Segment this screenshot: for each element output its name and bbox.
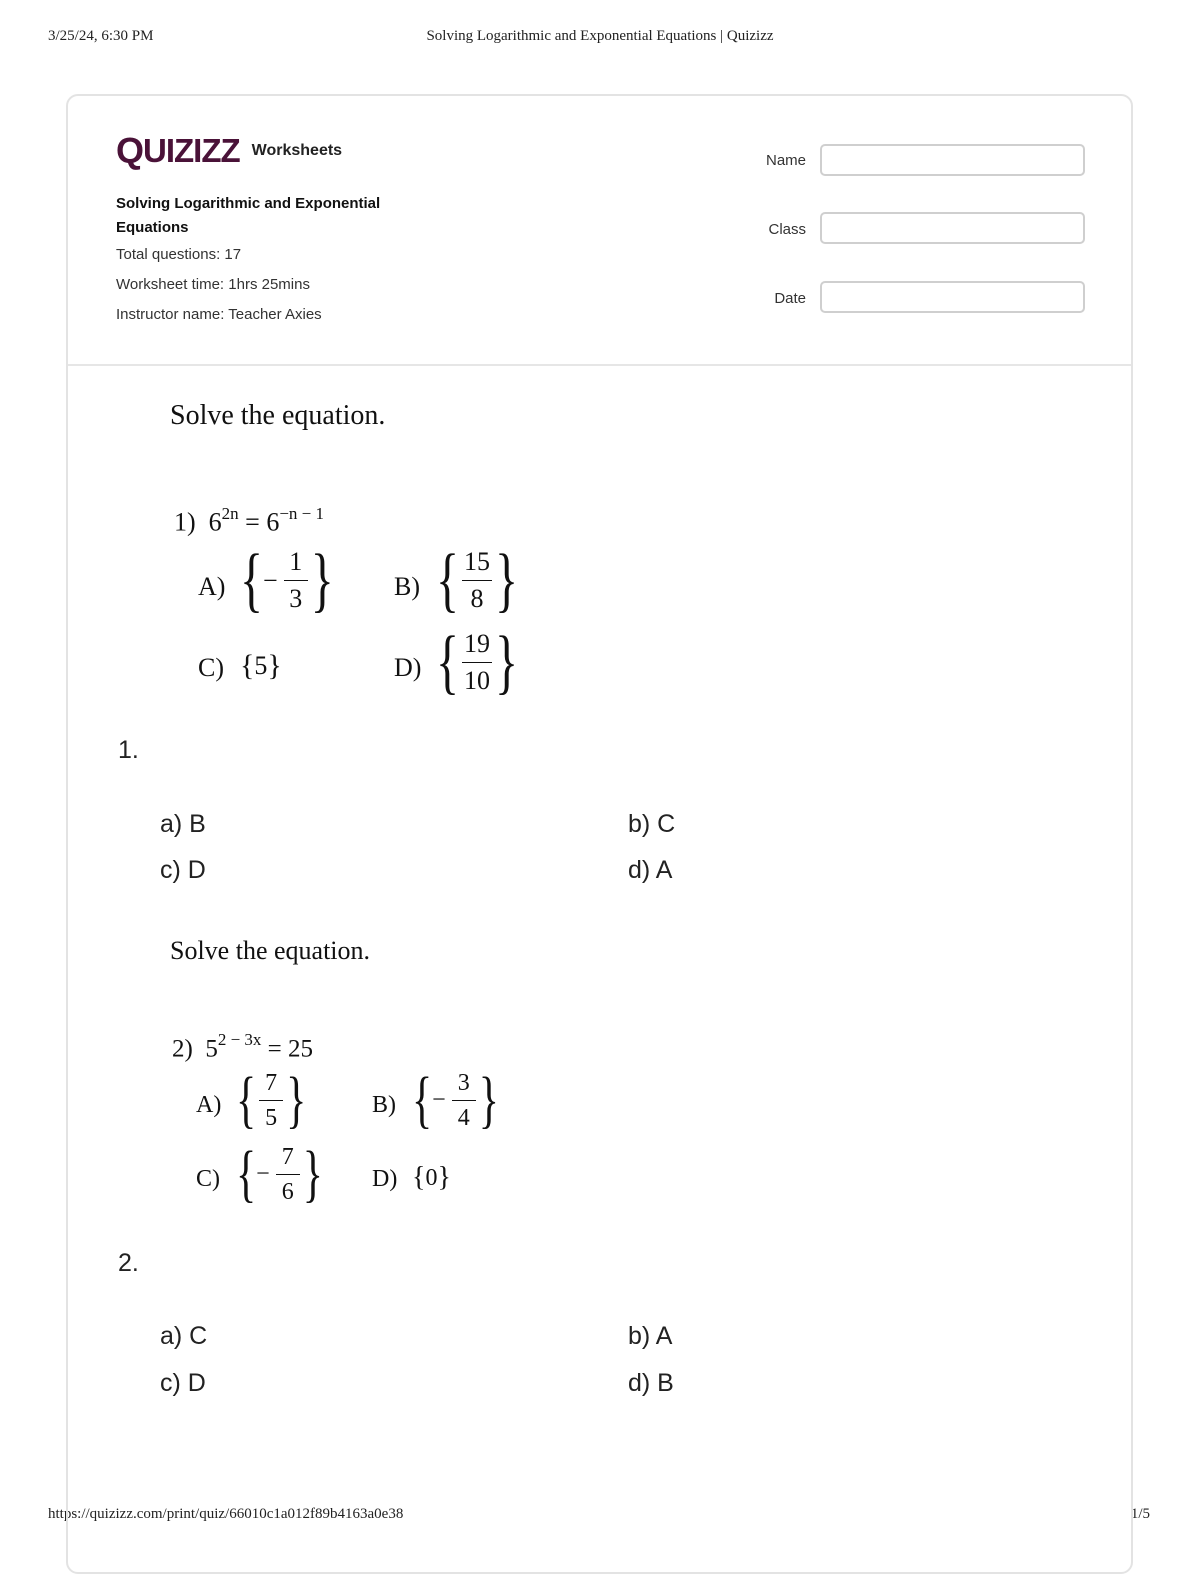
choice-a-label: A): [196, 1092, 222, 1118]
answer-option[interactable]: b) A: [628, 1322, 673, 1350]
logo-q: Q: [116, 130, 144, 171]
worksheet-time: Worksheet time: 1hrs 25mins: [116, 276, 310, 293]
eq-rhs: = 25: [267, 1035, 314, 1063]
choice-b-label: B): [372, 1092, 396, 1118]
worksheet-header: [68, 96, 1131, 366]
class-label: Class: [768, 221, 806, 238]
answer-option[interactable]: b) C: [628, 810, 676, 838]
eq-exponent: 2 − 3x: [217, 1030, 262, 1049]
choice-d-label: D): [372, 1166, 398, 1192]
choice-c-set: { − $\frac{7}{6}$ }: [236, 1140, 323, 1209]
worksheet-card: [66, 94, 1133, 1574]
choice-d-set: { $\frac{19}{10}$ }: [436, 622, 519, 702]
question-number: 2.: [118, 1249, 139, 1277]
problem-label: 1): [174, 507, 196, 537]
choice-c-label: C): [198, 653, 224, 682]
question-equation: [174, 506, 324, 538]
eq-base: 5: [205, 1035, 218, 1063]
worksheets-label: Worksheets: [251, 142, 343, 159]
problem-label: 2): [172, 1035, 193, 1063]
choice-b-set: { − $\frac{3}{4}$ }: [412, 1066, 499, 1135]
quizizz-logo: [116, 130, 342, 172]
logo-text: UIZIZZ: [143, 132, 240, 169]
print-title: Solving Logarithmic and Exponential Equations | Quizizz: [426, 28, 774, 44]
instructor-name: Instructor name: Teacher Axies: [116, 306, 322, 323]
question-equation: [172, 1032, 313, 1063]
choice-b-set: { $\frac{15}{8}$ }: [436, 540, 519, 620]
eq-exponent: 2n: [221, 504, 239, 523]
total-questions: Total questions: 17: [116, 246, 242, 263]
print-page-number: 1/5: [1130, 1506, 1150, 1522]
answer-option[interactable]: d) B: [628, 1369, 674, 1397]
answer-option[interactable]: d) A: [628, 856, 673, 884]
worksheet-title: Solving Logarithmic and Exponential Equations: [116, 195, 381, 236]
eq-exponent-rhs: −n − 1: [279, 504, 325, 523]
answer-option[interactable]: a) C: [160, 1322, 208, 1350]
question-prompt: Solve the equation.: [170, 400, 386, 431]
choice-a-set: { $\frac{7}{5}$ }: [236, 1066, 307, 1135]
eq-base: 6: [208, 507, 222, 537]
question-number: 1.: [118, 736, 139, 764]
answer-option[interactable]: c) D: [160, 1369, 206, 1397]
choice-a-set: { − $\frac{1}{3}$ }: [240, 540, 334, 620]
question-prompt: Solve the equation.: [170, 936, 371, 965]
answer-option[interactable]: c) D: [160, 856, 206, 884]
name-field[interactable]: [820, 144, 1085, 176]
class-field[interactable]: [820, 212, 1085, 244]
date-label: Date: [774, 290, 806, 307]
choice-c-label: C): [196, 1166, 220, 1192]
answer-option[interactable]: a) B: [160, 810, 206, 838]
choice-c-set: { 5 }: [240, 649, 282, 682]
date-field[interactable]: [820, 281, 1085, 313]
choice-a-label: A): [198, 572, 226, 601]
choice-d-label: D): [394, 653, 422, 682]
choice-d-set: { 0 }: [412, 1162, 451, 1193]
name-label: Name: [765, 152, 806, 169]
choice-b-label: B): [394, 572, 420, 601]
eq-rhs: = 6: [245, 507, 280, 537]
print-url: https://quizizz.com/print/quiz/66010c1a012f89b4163a0e38: [48, 1506, 404, 1522]
print-date: 3/25/24, 6:30 PM: [48, 28, 154, 44]
